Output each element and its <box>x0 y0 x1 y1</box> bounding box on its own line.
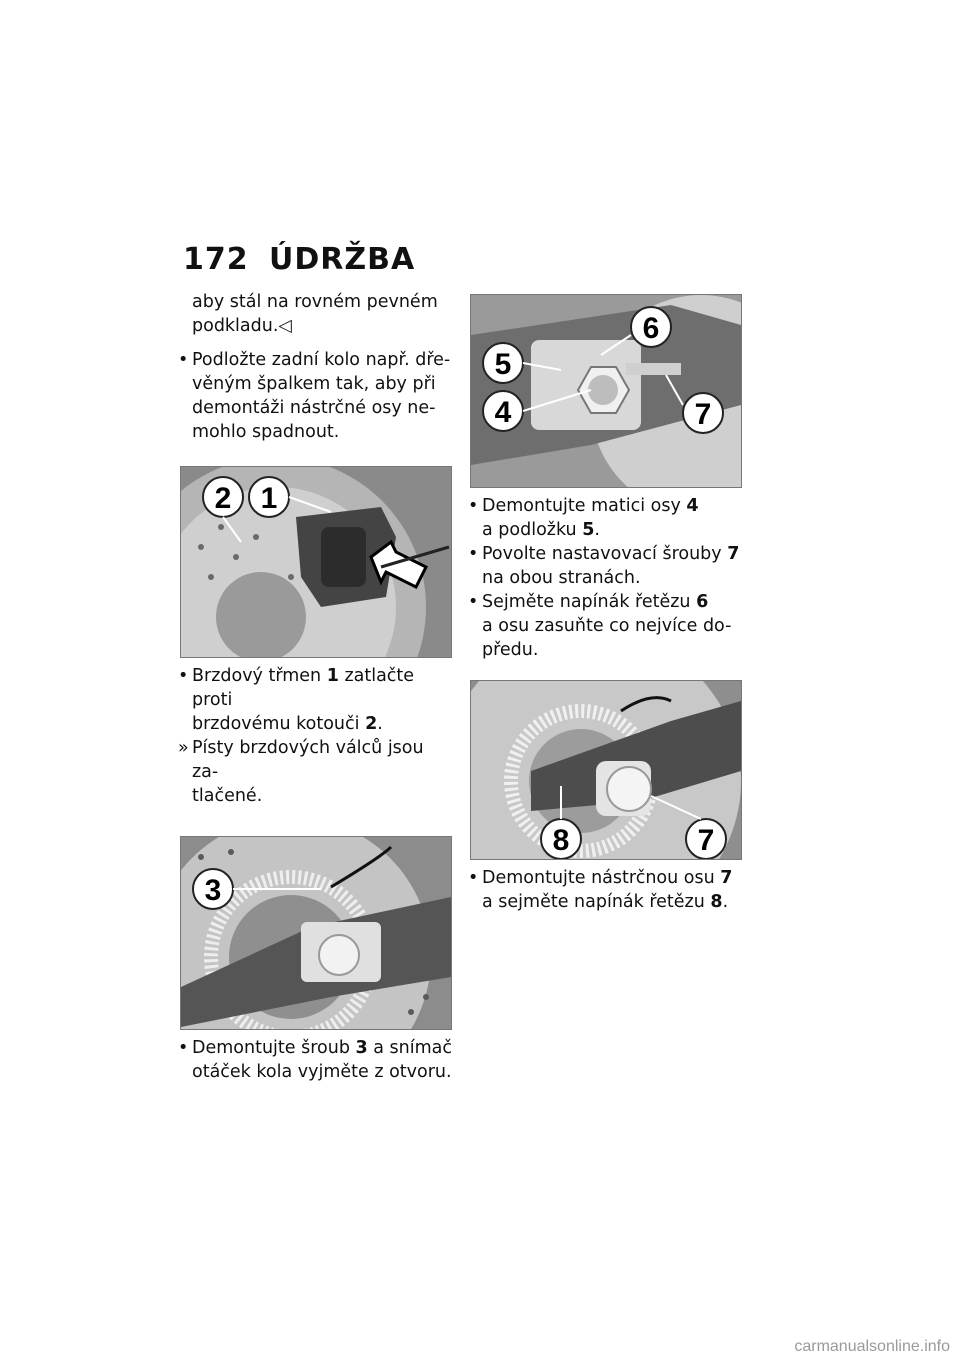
text-run: Povolte nastavovací šrouby <box>482 544 728 564</box>
bullet-icon: • <box>468 868 479 888</box>
bullet-support-wheel <box>180 348 452 444</box>
callout-label: 7 <box>694 398 712 431</box>
callout-label: 5 <box>494 348 512 381</box>
ref-number: 2 <box>365 714 378 734</box>
text-run: . <box>722 892 729 912</box>
text-run: a osu zasuňte co nejvíce do- <box>482 616 732 636</box>
bullet-icon: • <box>468 496 479 516</box>
text-run: otáček kola vyjměte z otvoru. <box>192 1062 452 1082</box>
text-run: a snímač <box>367 1038 453 1058</box>
left-column <box>180 290 452 1084</box>
ref-number: 4 <box>686 496 699 516</box>
callout-label: 7 <box>697 824 715 857</box>
bullet-remove-nut <box>470 494 742 542</box>
section-title: ÚDRŽBA <box>269 242 416 277</box>
text-run: na obou stranách. <box>482 568 641 588</box>
text-run: předu. <box>482 640 539 660</box>
page-header <box>183 242 415 277</box>
text-line: demontáži nástrčné osy ne- <box>192 398 436 418</box>
bullet-icon: • <box>178 350 189 370</box>
bullet-icon: • <box>178 1038 189 1058</box>
text-run: . <box>594 520 600 540</box>
ref-number: 6 <box>696 592 709 612</box>
text-run: brzdovému kotouči <box>192 714 366 734</box>
callout-label: 3 <box>204 874 222 907</box>
text-line: mohlo spadnout. <box>192 422 340 442</box>
ref-number: 7 <box>720 868 733 888</box>
watermark: carmanualsonline.info <box>794 1338 950 1355</box>
figure-axle-removal <box>470 680 742 860</box>
figure-brake-caliper <box>180 466 452 658</box>
text-run: Demontujte šroub <box>192 1038 356 1058</box>
page-number: 172 <box>183 242 249 277</box>
ref-number: 7 <box>727 544 740 564</box>
bullet-loosen-screws <box>470 542 742 590</box>
text-line: tlačené. <box>192 786 263 806</box>
ref-number: 1 <box>326 666 339 686</box>
bullet-icon: • <box>178 666 189 686</box>
text-line: Písty brzdových válců jsou za- <box>192 738 424 782</box>
text-run: zatlačte proti <box>192 666 415 710</box>
ref-number: 5 <box>582 520 595 540</box>
bullet-icon: • <box>468 592 479 612</box>
intro-line-1: aby stál na rovném pevném <box>192 292 438 312</box>
bullet-icon: • <box>468 544 479 564</box>
text-run: a podložku <box>482 520 583 540</box>
bullet-push-caliper <box>180 664 452 736</box>
text-run: Demontujte matici osy <box>482 496 687 516</box>
bullet-remove-tensioner <box>470 590 742 662</box>
text-run: Brzdový třmen <box>192 666 327 686</box>
bullet-remove-sensor <box>180 1036 452 1084</box>
figure-speed-sensor <box>180 836 452 1030</box>
figure-axle-nut <box>470 294 742 488</box>
text-line: věným špalkem tak, aby při <box>192 374 436 394</box>
callout-label: 2 <box>214 482 232 515</box>
callout-label: 4 <box>494 396 512 429</box>
bullet-remove-axle <box>470 866 742 914</box>
intro-text <box>180 290 452 338</box>
text-run: Sejměte napínák řetězu <box>482 592 697 612</box>
text-line: Podložte zadní kolo např. dře- <box>192 350 451 370</box>
result-pistons <box>180 736 452 808</box>
text-run: . <box>377 714 383 734</box>
callout-label: 1 <box>260 482 278 515</box>
text-run: a sejměte napínák řetězu <box>482 892 711 912</box>
result-icon: » <box>178 738 189 758</box>
callout-label: 8 <box>552 824 570 857</box>
right-column <box>470 294 742 914</box>
ref-number: 8 <box>710 892 723 912</box>
ref-number: 3 <box>355 1038 368 1058</box>
text-run: Demontujte nástrčnou osu <box>482 868 721 888</box>
callout-label: 6 <box>642 312 660 345</box>
intro-line-2: podkladu.◁ <box>192 316 292 336</box>
